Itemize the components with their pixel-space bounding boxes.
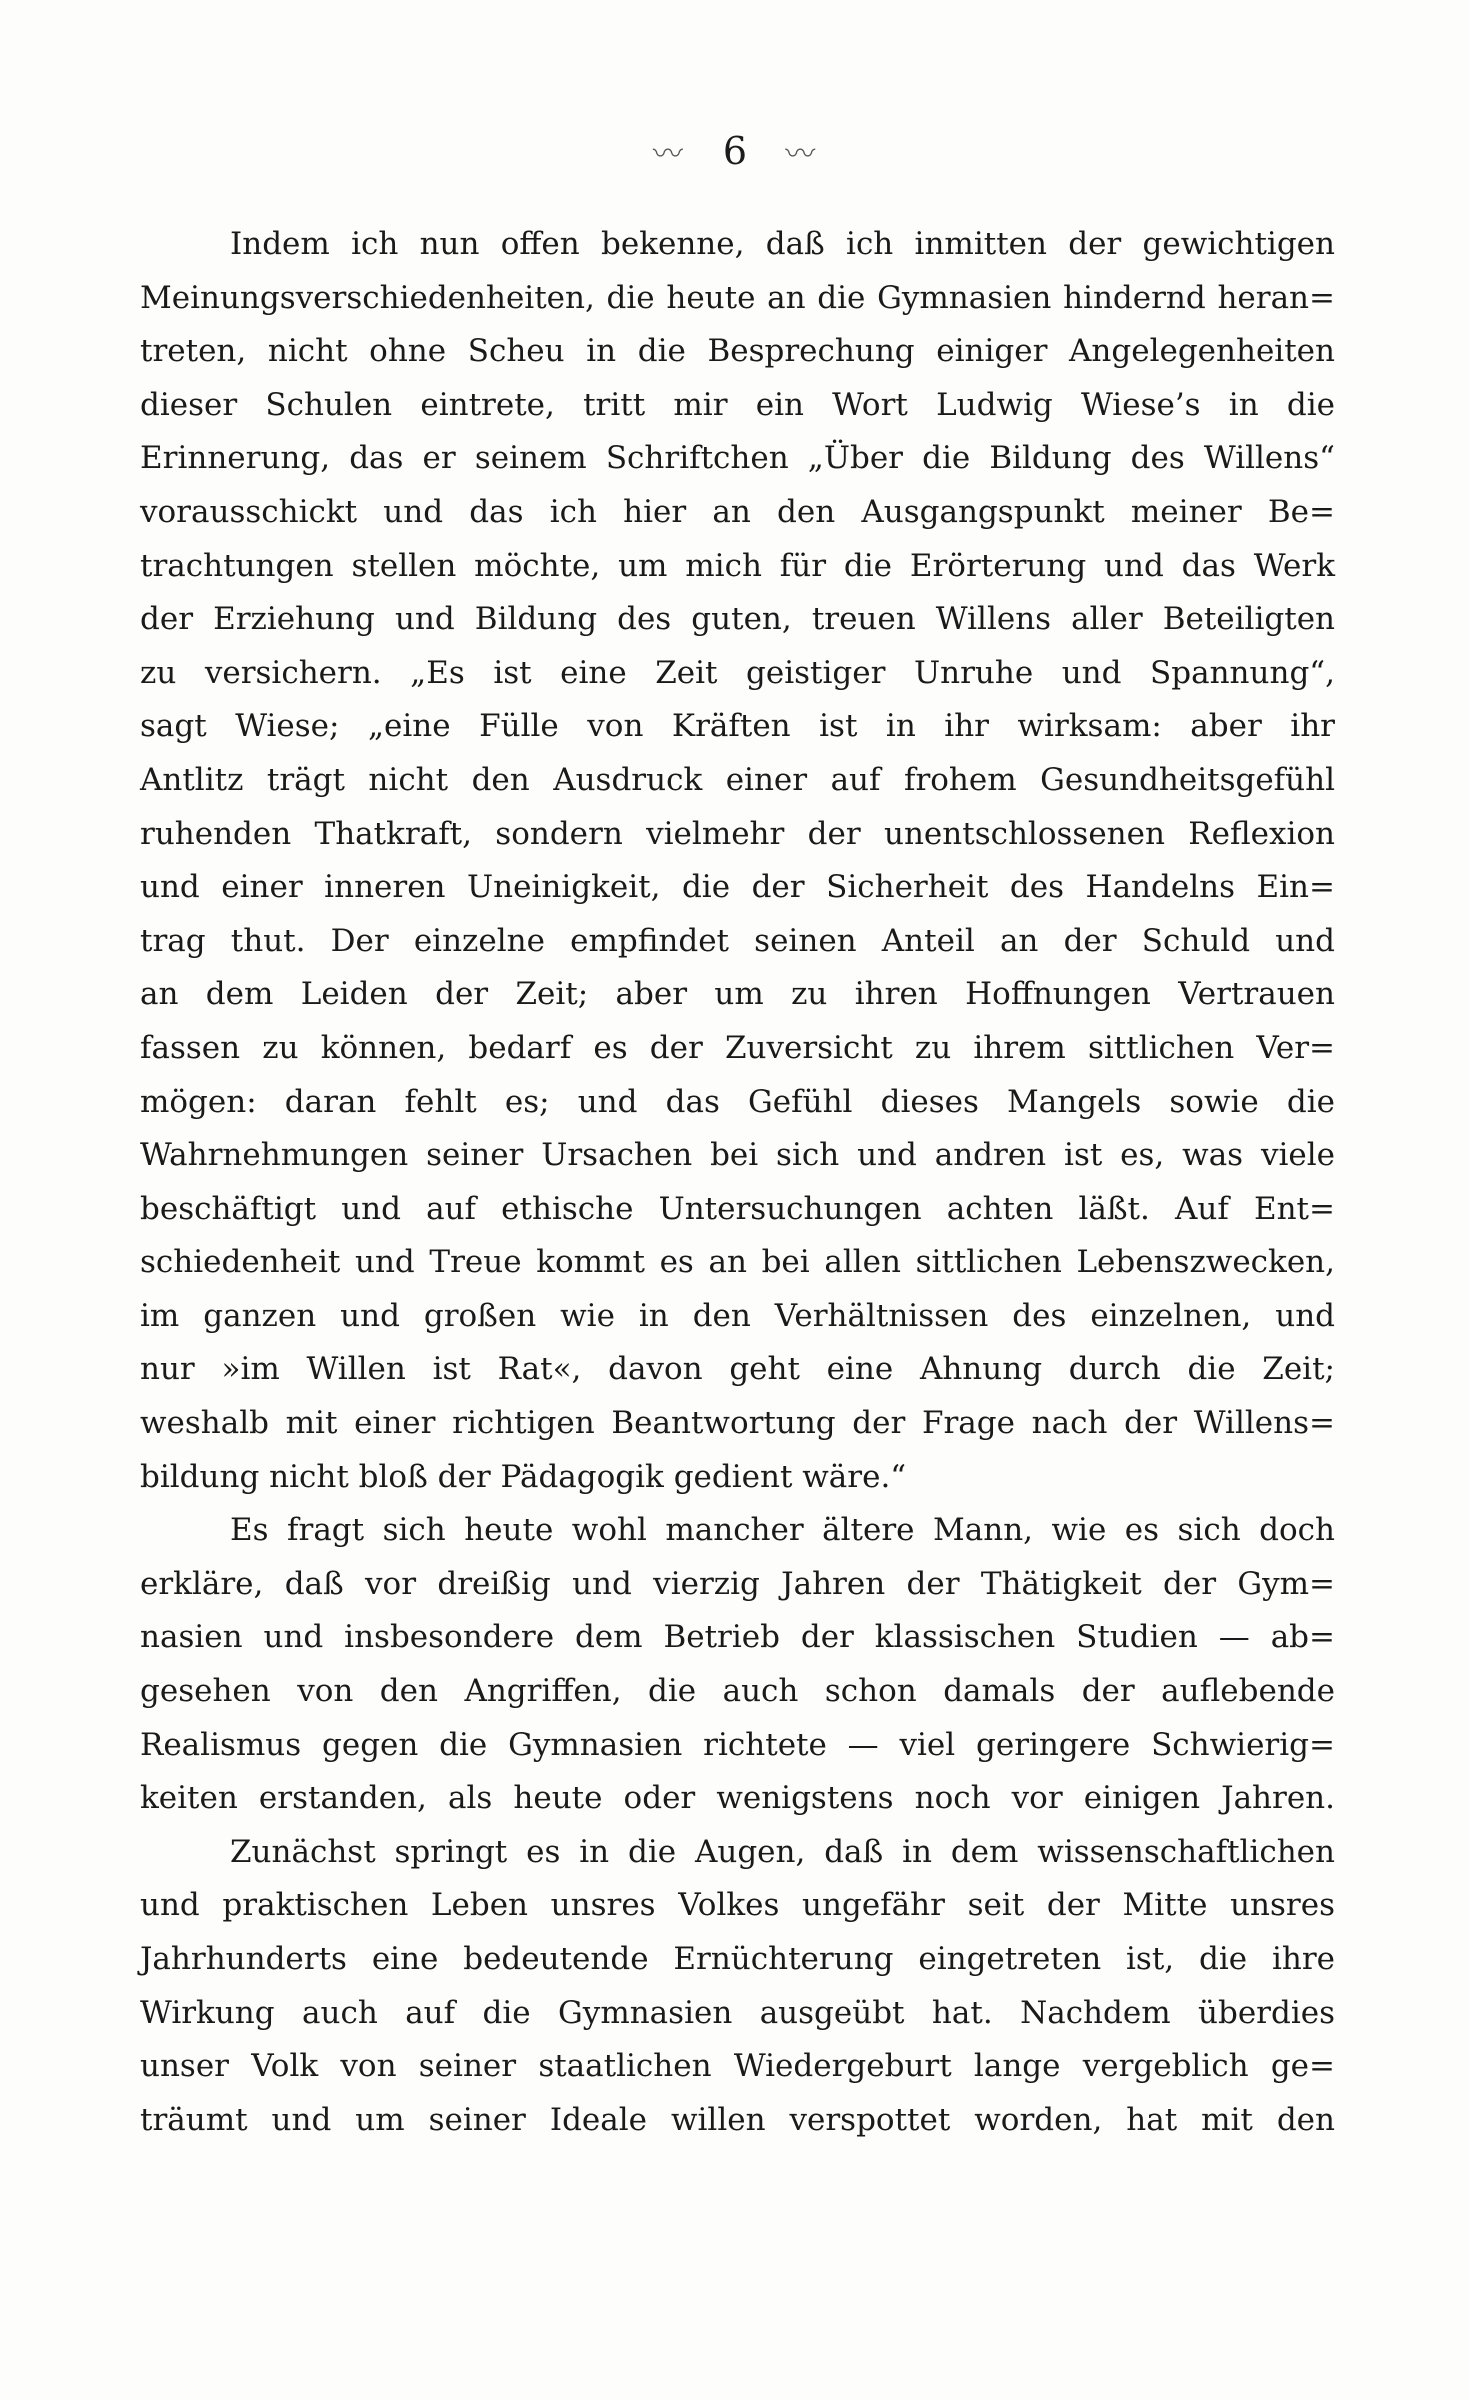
text-line: keiten erstanden, als heute oder wenigstens noch vor einigen Jahren. bbox=[140, 1780, 1335, 1817]
text-line: träumt und um seiner Ideale willen verspottet worden, hat mit den bbox=[140, 2101, 1335, 2138]
text-line: im ganzen und großen wie in den Verhältnissen des einzelnen, und bbox=[140, 1297, 1335, 1334]
text-line: Zunächst springt es in die Augen, daß in dem wissenschaftlichen bbox=[230, 1833, 1335, 1870]
text-line: an dem Leiden der Zeit; aber um zu ihren Hoffnungen Vertrauen bbox=[140, 976, 1335, 1013]
text-line: Antlitz trägt nicht den Ausdruck einer auf frohem Gesundheitsgefühl bbox=[140, 761, 1335, 798]
text-line: trachtungen stellen möchte, um mich für die Erörterung und das Werk bbox=[140, 547, 1335, 584]
text-line: vorausschickt und das ich hier an den Ausgangspunkt meiner Be= bbox=[140, 493, 1335, 530]
text-line: unser Volk von seiner staatlichen Wiedergeburt lange vergeblich ge= bbox=[140, 2048, 1335, 2085]
text-line: ruhenden Thatkraft, sondern vielmehr der unentschlossenen Reflexion bbox=[140, 815, 1335, 852]
text-line: bildung nicht bloß der Pädagogik gedient wäre.“ bbox=[140, 1458, 907, 1495]
text-line: Indem ich nun offen bekenne, daß ich inmitten der gewichtigen bbox=[230, 226, 1335, 262]
text-line: Wahrnehmungen seiner Ursachen bei sich und andren ist es, was viele bbox=[140, 1137, 1335, 1174]
text-line: Meinungsverschiedenheiten, die heute an die Gymnasien hindernd heran= bbox=[140, 279, 1335, 316]
body-text bbox=[140, 218, 1335, 2147]
text-line: Realismus gegen die Gymnasien richtete — viel geringere Schwierig= bbox=[140, 1726, 1335, 1763]
text-line: fassen zu können, bedarf es der Zuversicht zu ihrem sittlichen Ver= bbox=[140, 1029, 1335, 1066]
ornament-right: 〰 bbox=[785, 136, 818, 172]
ornament-left: 〰 bbox=[652, 136, 685, 172]
text-line: treten, nicht ohne Scheu in die Besprechung einiger Angelegenheiten bbox=[140, 333, 1335, 370]
text-line: Jahrhunderts eine bedeutende Ernüchterung eingetreten ist, die ihre bbox=[140, 1941, 1335, 1977]
text-line: Es fragt sich heute wohl mancher ältere Mann, wie es sich doch bbox=[230, 1512, 1335, 1549]
text-line: nasien und insbesondere dem Betrieb der klassischen Studien — ab= bbox=[140, 1619, 1335, 1656]
text-line: zu versichern. „Es ist eine Zeit geistiger Unruhe und Spannung“, bbox=[140, 654, 1335, 691]
text-line: Erinnerung, das er seinem Schriftchen „Über die Bildung des Willens“ bbox=[140, 440, 1335, 477]
text-line: nur »im Willen ist Rat«, davon geht eine Ahnung durch die Zeit; bbox=[140, 1351, 1335, 1388]
text-line: beschäftigt und auf ethische Untersuchungen achten läßt. Auf Ent= bbox=[140, 1190, 1335, 1227]
text-line: und praktischen Leben unsres Volkes ungefähr seit der Mitte unsres bbox=[140, 1887, 1335, 1924]
text-line: gesehen von den Angriffen, die auch schon damals der auflebende bbox=[140, 1673, 1335, 1710]
text-line: der Erziehung und Bildung des guten, treuen Willens aller Beteiligten bbox=[140, 601, 1335, 638]
page-header bbox=[0, 126, 1470, 180]
text-line: weshalb mit einer richtigen Beantwortung der Frage nach der Willens= bbox=[140, 1405, 1335, 1442]
text-line: mögen: daran fehlt es; und das Gefühl dieses Mangels sowie die bbox=[140, 1083, 1335, 1120]
text-line: erkläre, daß vor dreißig und vierzig Jahren der Thätigkeit der Gym= bbox=[140, 1565, 1335, 1602]
text-line: sagt Wiese; „eine Fülle von Kräften ist in ihr wirksam: aber ihr bbox=[140, 708, 1335, 745]
page-number: 6 bbox=[722, 129, 748, 173]
text-line: schiedenheit und Treue kommt es an bei allen sittlichen Lebenszwecken, bbox=[140, 1244, 1335, 1281]
text-line: und einer inneren Uneinigkeit, die der Sicherheit des Handelns Ein= bbox=[140, 869, 1335, 906]
text-line: trag thut. Der einzelne empfindet seinen Anteil an der Schuld und bbox=[140, 922, 1335, 959]
text-line: Wirkung auch auf die Gymnasien ausgeübt hat. Nachdem überdies bbox=[140, 1994, 1335, 2031]
text-line: dieser Schulen eintrete, tritt mir ein Wort Ludwig Wiese’s in die bbox=[140, 386, 1335, 423]
